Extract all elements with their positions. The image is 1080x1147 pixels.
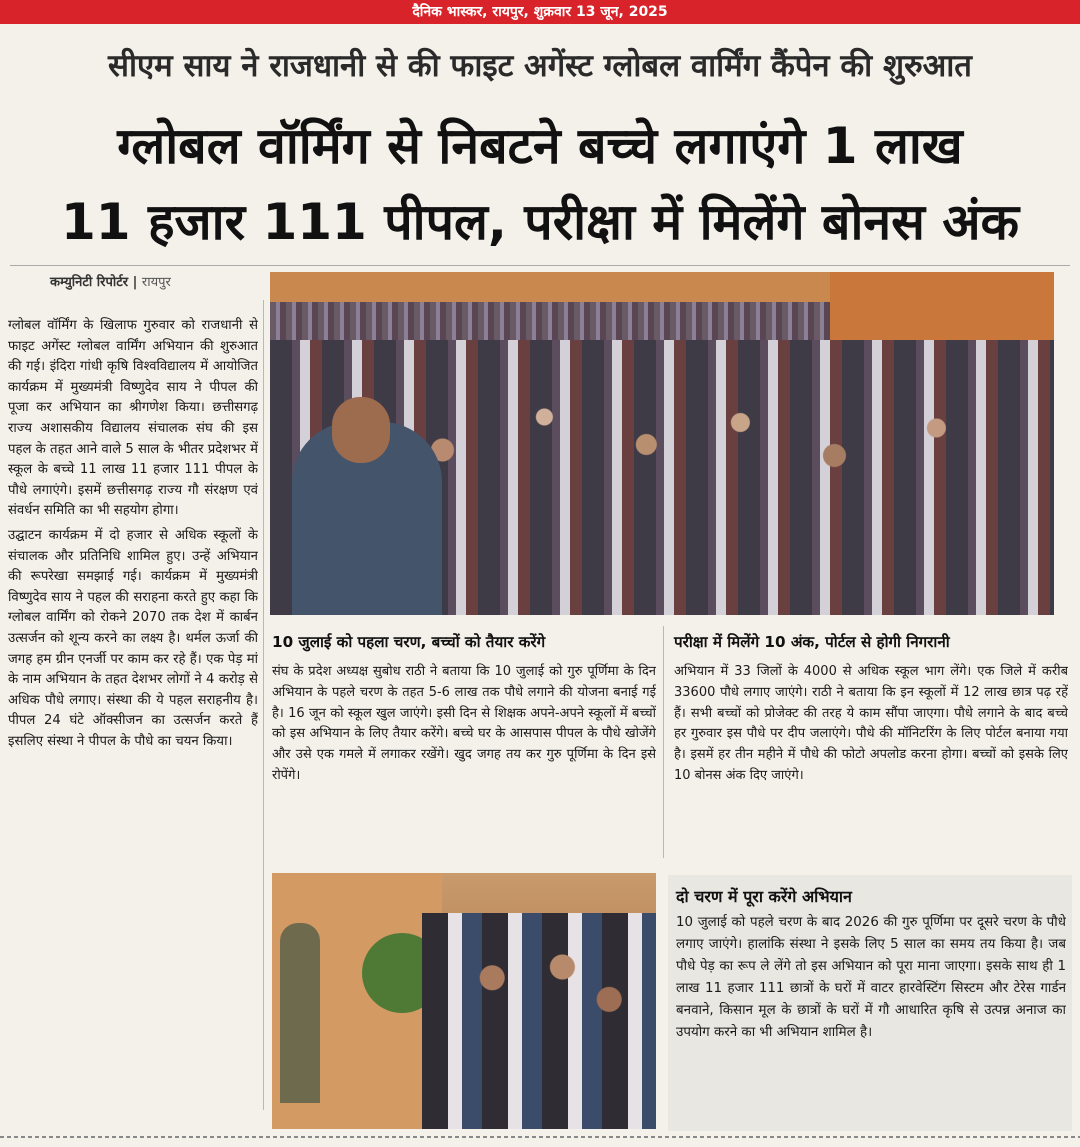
byline-city: रायपुर [141, 275, 171, 290]
section2-body: अभियान में 33 जिलों के 4000 से अधिक स्कूल भाग लेंगे। एक जिले में करीब 33600 पौधे लगाए जाएंगे। राठी ने बताया कि इन स्कूलों में 12 लाख छात्र पढ़ रहें हैं। सभी बच्चों को प्रोजेक्ट की तरह ये काम सौंपा जाएगा। पौधे लगाने के बाद बच्चे हर गुरुवार इस पौधे पर दीप जलाएंगे। पौधे की मॉनिटरिंग के लिए पोर्टल बनाया गया है। इसमें हर तीन महीने में पौधे की फोटो अपलोड करना होगा। बच्चों को इसके लिए 10 बोनस अंक दिए जाएंगे। [674, 664, 1068, 783]
section3-title: दो चरण में पूरा करेंगे अभियान [676, 887, 852, 906]
section1-title: 10 जुलाई को पहला चरण, बच्चों को तैयार करेंगे [272, 633, 546, 651]
photo-cameraman [280, 923, 320, 1103]
byline-separator: | [128, 275, 142, 290]
ceremony-photo [272, 873, 656, 1129]
left-paragraph-2: उद्घाटन कार्यक्रम में दो हजार से अधिक स्कूलों के संचालक और प्रतिनिधि शामिल हुए। उन्हें अभियान की रूपरेखा समझाई गई। कार्यक्रम में मुख्यमंत्री विष्णुदेव साय ने पहल की सराहना करते हुए कहा कि ग्लोबल वार्मिंग को रोकने 2070 तक देश में कार्बन उत्सर्जन को शून्य करने का लक्ष्य है। थर्मल ऊर्जा की जगह हम ग्रीन एनर्जी पर काम कर रहे हैं। एक पेड़ मां के नाम अभियान के तहत देशभर लोगों ने 4 करोड़ से अधिक पौधे लगाए। संस्था की ये पहल सराहनीय है। पीपल 24 घंटे ऑक्सीजन का उत्सर्जन करते हैं इसलिए संस्था ने पीपल के पौधे का चयन किया। [8, 527, 258, 749]
divider [10, 265, 1070, 266]
bottom-border [0, 1136, 1080, 1138]
headline-line-1: ग्लोबल वॉर्मिंग से निबटने बच्चे लगाएंगे 1 लाख [117, 117, 963, 175]
photo-foreground-head [332, 397, 390, 463]
photo-attendees [422, 913, 656, 1129]
masthead: दैनिक भास्कर, रायपुर, शुक्रवार 13 जून, 2025 [0, 0, 1080, 24]
left-column-text [8, 316, 258, 1111]
byline [50, 272, 171, 290]
auditorium-crowd-photo [270, 272, 1054, 615]
left-paragraph-1: ग्लोबल वॉर्मिंग के खिलाफ गुरुवार को राजधानी से फाइट अगेंस्ट ग्लोबल वार्मिंग अभियान की शुरुआत की गई। इंदिरा गांधी कृषि विश्वविद्यालय में आयोजित कार्यक्रम में मुख्यमंत्री विष्णुदेव साय ने पीपल की पूजा कर अभियान का श्रीगणेश किया। छत्तीसगढ़ राज्य अशासकीय विद्यालय संचालक संघ की इस पहल के तहत आने वाले 5 साल के भीतर प्रदेशभर में स्कूल के बच्चे 11 लाख 11 हजार 111 पीपल के पौधे लगाएंगे। इसमें छत्तीसगढ़ राज्य गौ संरक्षण एवं संवर्धन समिति का भी सहयोग होगा। [8, 318, 258, 519]
section1-body: संघ के प्रदेश अध्यक्ष सुबोध राठी ने बताया कि 10 जुलाई को गुरु पूर्णिमा के दिन अभियान के पहले चरण के तहत 5-6 लाख तक पौधे लगाने की योजना बनाई गई है। 16 जून को स्कूल खुल जाएंगे। इसी दिन से शिक्षक अपने-अपने स्कूलों में बच्चों को इस अभियान के लिए तैयार करेंगे। बच्चे घर के आसपास पीपल के पौधे खोजेंगे और उसे एक गमले में लगाकर रखेंगे। खुद जगह तय कर गुरु पूर्णिमा के दिन इसे रोपेंगे। [272, 664, 656, 783]
byline-reporter: कम्युनिटी रिपोर्टर [50, 275, 129, 290]
photo-balcony [270, 302, 830, 340]
kicker-headline: सीएम साय ने राजधानी से की फाइट अगेंस्ट ग्लोबल वार्मिंग कैंपेन की शुरुआत [108, 48, 972, 84]
section3-body: 10 जुलाई को पहले चरण के बाद 2026 की गुरु पूर्णिमा पर दूसरे चरण के पौधे लगाए जाएंगे। हालांकि संस्था ने इसके लिए 5 साल का समय तय किया है। जब पौधे पेड़ का रूप ले लेंगे तो इस अभियान को पूरा माना जाएगा। इसके साथ ही 1 लाख 11 हजार 111 छात्रों के घरों में वाटर हारवेस्टिंग सिस्टम और टेरेस गार्डन बनवाने, किसान मूल के छात्रों के घरों में गौ आधारित कृषि से उत्पन्न अनाज का उपयोग करने का भी अभियान शामिल है। [676, 915, 1066, 1040]
section2-title: परीक्षा में मिलेंगे 10 अंक, पोर्टल से होगी निगरानी [674, 633, 950, 651]
headline-line-2: 11 हजार 111 पीपल, परीक्षा में मिलेंगे बोनस अंक [61, 193, 1019, 251]
column-divider [263, 300, 264, 1110]
column-divider-2 [663, 626, 664, 858]
main-headline [10, 108, 1070, 260]
